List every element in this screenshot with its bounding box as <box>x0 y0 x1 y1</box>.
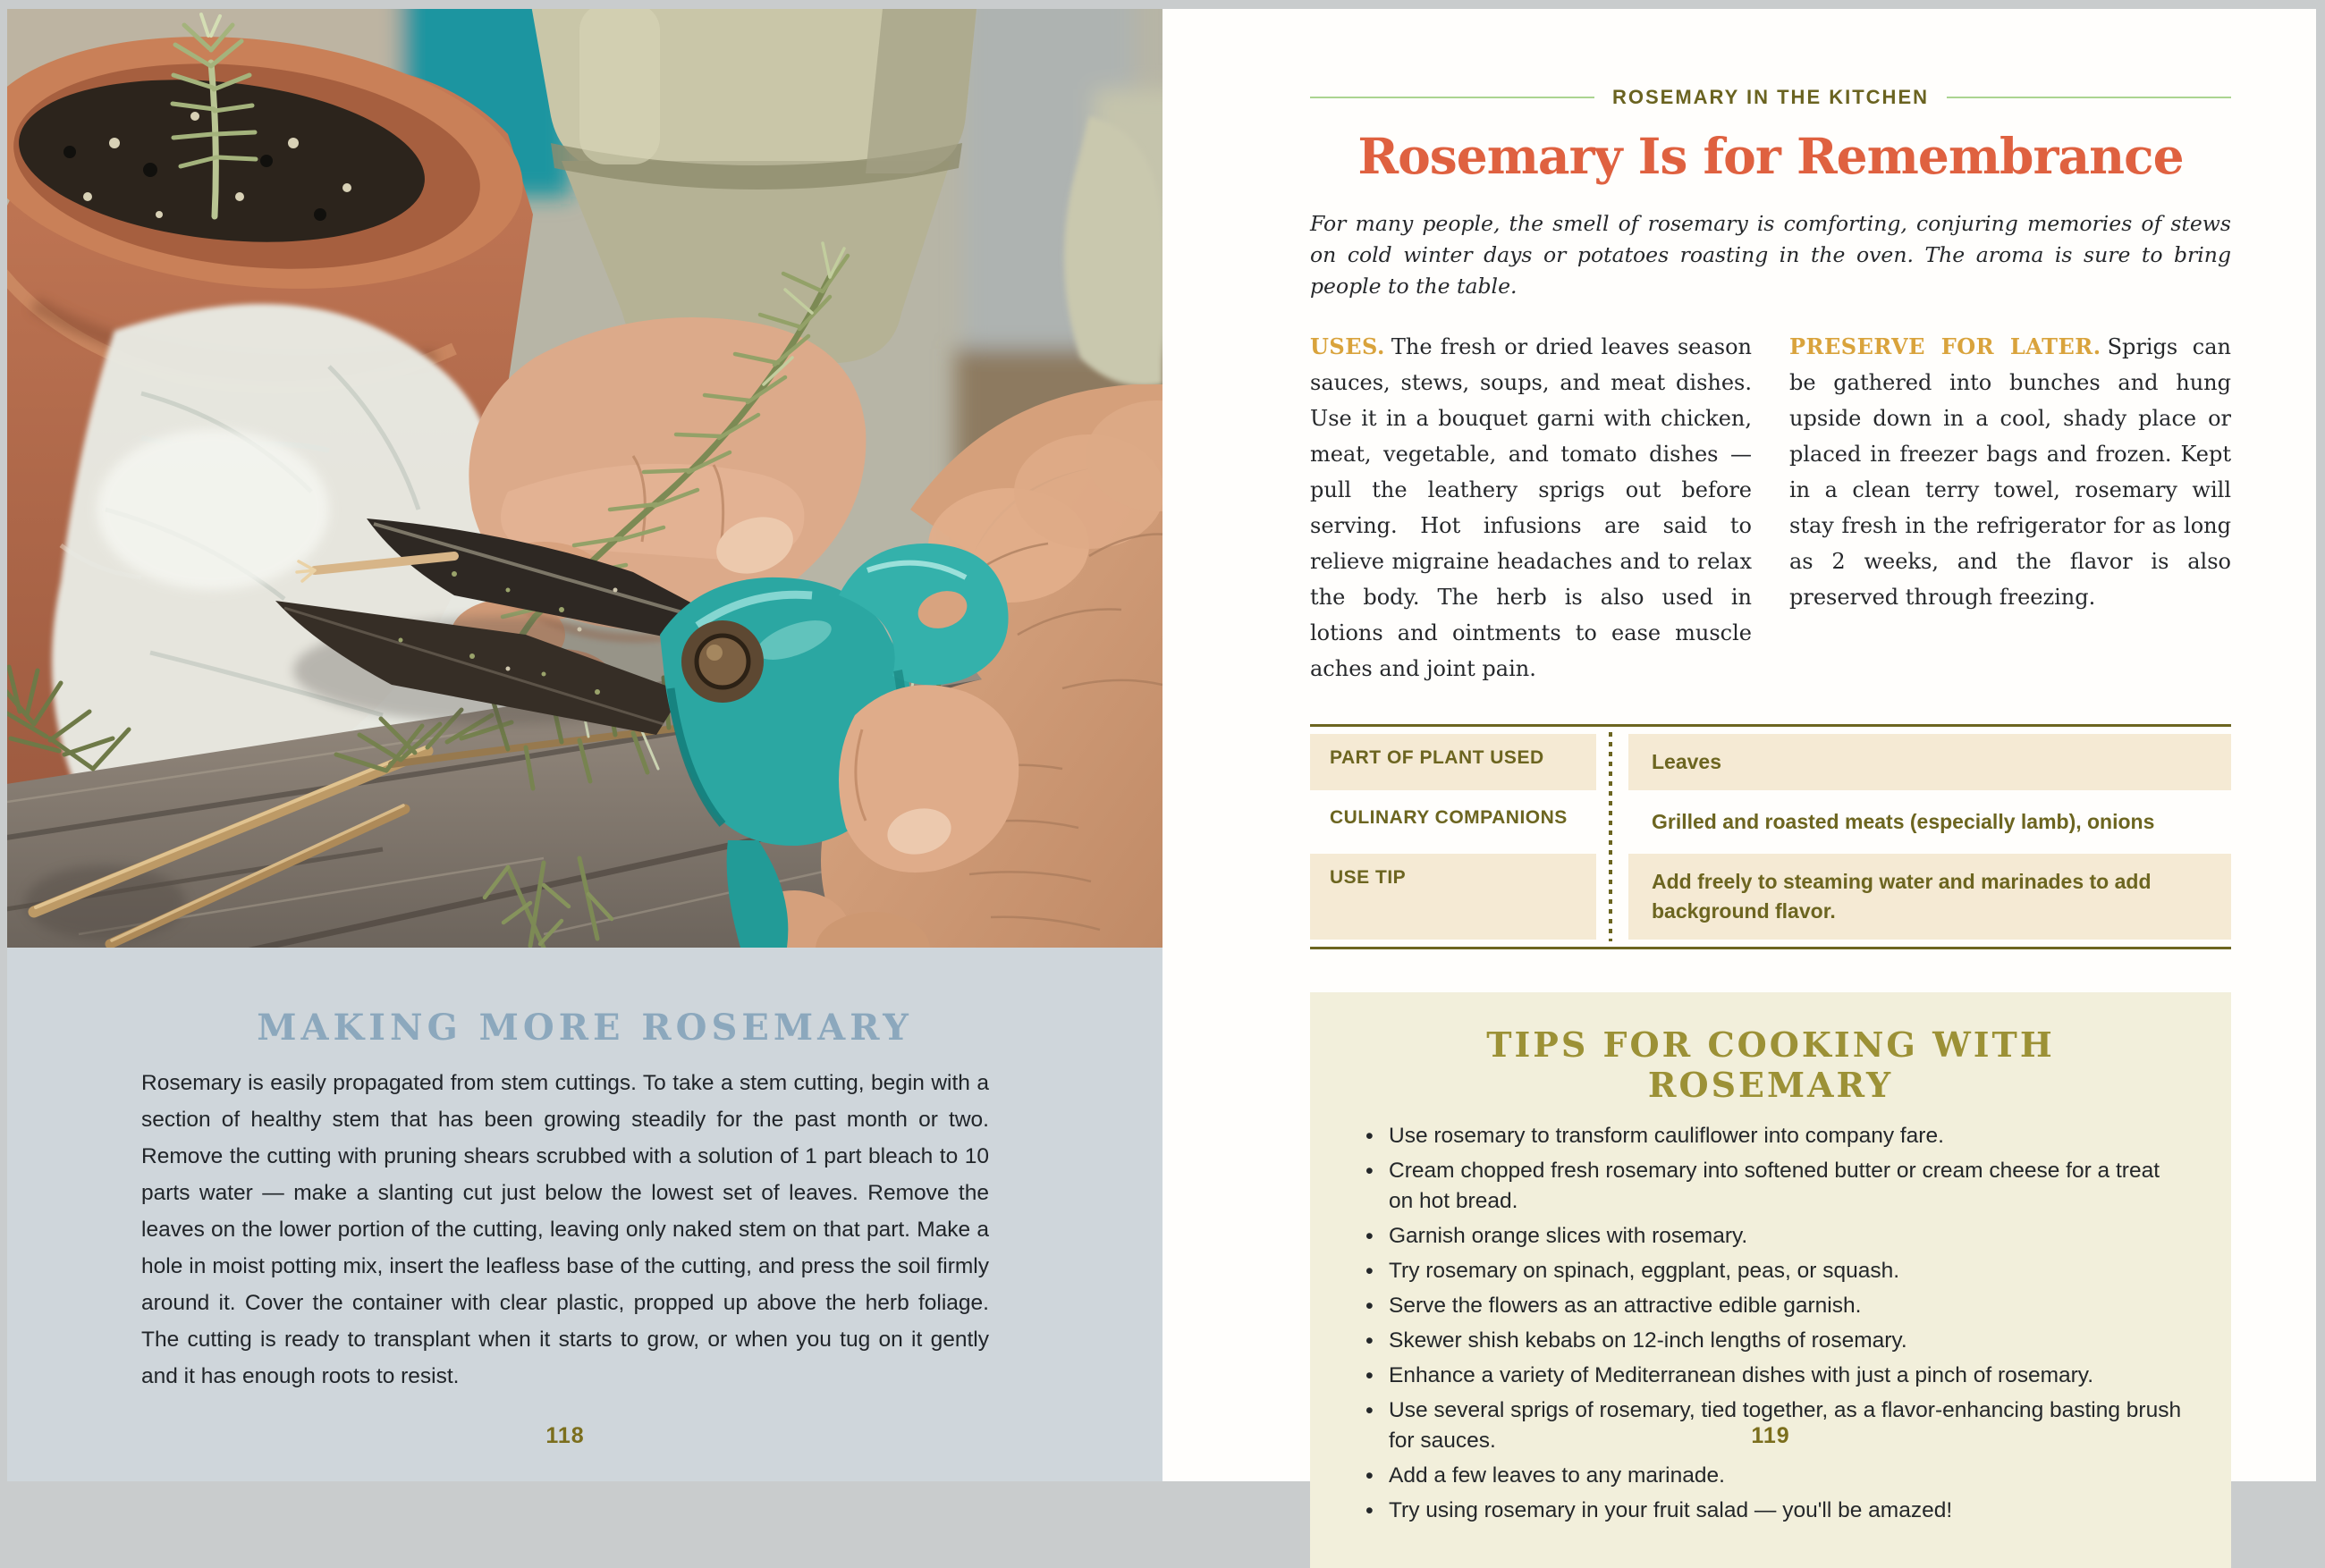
page-number-left: 118 <box>545 1423 585 1448</box>
row-label: CULINARY COMPANIONS <box>1330 807 1568 828</box>
tip-item: • Enhance a variety of Mediterranean dishes with just a pinch of rosemary. <box>1358 1361 2183 1391</box>
row-label: PART OF PLANT USED <box>1310 734 1596 790</box>
tips-title: TIPS FOR COOKING WITH ROSEMARY <box>1486 1024 2055 1105</box>
tips-box <box>1310 992 2231 1568</box>
page-number-right: 119 <box>1751 1423 1790 1448</box>
kicker-text: ROSEMARY IN THE KITCHEN <box>1611 86 1930 108</box>
info-table <box>1310 724 2231 949</box>
kicker-rule-left <box>1310 97 1594 98</box>
table-row <box>1310 734 2231 790</box>
section-body-text: Rosemary is easily propagated from stem cuttings. To take a stem cutting, begin with a section of healthy stem that has been growing steadily for the past month or two. Remove the cutting with pruning shears scrubbed with a solution of 1 part bleach to 10 parts water — make a slanting cut just below the lowest set of leaves. Remove the leaves on the lower portion of the cutting, leaving only naked stem on that part. Make a hole in moist potting mix, insert the leafless base of the cutting, and press the soil firmly around it. Cover the container with clear plastic, propped up above the herb foliage. The cutting is ready to transplant when it starts to grow, or when you tug on it gently and it has enough roots to resist. <box>141 1071 989 1388</box>
row-value: Add freely to steaming water and marinades to add background flavor. <box>1628 854 2231 940</box>
intro-paragraph: For many people, the smell of rosemary is comforting, conjuring memories of stews on cold winter days or potatoes roasting in the oven. The aroma is sure to bring people to the table. <box>1310 211 2231 299</box>
left-page <box>7 9 1162 1481</box>
tip-item: • Garnish orange slices with rosemary. <box>1358 1221 2183 1252</box>
row-gap <box>1596 734 1628 790</box>
uses-text: The fresh or dried leaves season sauces, stews, soups, and meat dishes. Use it in a bouquet garni with chicken, meat, vegetable, and tomato dishes — pull the leathery sprigs out before serving. Hot infusions are said to relieve migraine headaches and to relax the body. The herb is also used in lotions and ointments to ease muscle aches and joint pain. <box>1310 334 1752 681</box>
rosemary-cutting-photo <box>7 9 1162 948</box>
section-heading: MAKING MORE ROSEMARY <box>257 1007 913 1049</box>
uses-paragraph <box>1310 329 1752 687</box>
row-gap <box>1596 794 1628 850</box>
preserve-text: Sprigs can be gathered into bunches and hung upside down in a cool, shady place or placed in freezer bags and frozen. Kept in a clean terry towel, rosemary will stay fresh in the refrigerator for as long as 2 weeks, and the flavor is also preserved through freezing. <box>1789 334 2232 610</box>
uses-label: USES. <box>1310 333 1385 359</box>
page-title: Rosemary Is for Remembrance <box>1357 127 2184 185</box>
row-value: Grilled and roasted meats (especially lamb), onions <box>1652 810 2155 833</box>
tip-item: • Try using rosemary in your fruit salad — you'll be amazed! <box>1358 1496 2183 1526</box>
tip-item: • Skewer shish kebabs on 12-inch lengths of rosemary. <box>1358 1326 2183 1356</box>
preserve-paragraph <box>1789 329 2231 687</box>
tip-item: • Use several sprigs of rosemary, tied together, as a flavor-enhancing basting brush for sauces. <box>1358 1395 2183 1456</box>
tip-item: • Add a few leaves to any marinade. <box>1358 1461 2183 1491</box>
tip-item: • Cream chopped fresh rosemary into softened butter or cream cheese for a treat on hot bread. <box>1358 1156 2183 1217</box>
tip-item: • Use rosemary to transform cauliflower into company fare. <box>1358 1121 2183 1151</box>
tips-list <box>1358 1121 2183 1526</box>
right-page-content <box>1310 9 2231 1568</box>
kicker <box>1310 86 2231 109</box>
kicker-rule-right <box>1947 97 2231 98</box>
tip-item: • Serve the flowers as an attractive edible garnish. <box>1358 1291 2183 1321</box>
table-row <box>1310 854 2231 940</box>
row-label: USE TIP <box>1310 854 1596 940</box>
row-value: Leaves <box>1628 734 2231 790</box>
tip-item: • Try rosemary on spinach, eggplant, peas, or squash. <box>1358 1256 2183 1286</box>
row-gap <box>1596 854 1628 940</box>
table-row <box>1310 794 2231 850</box>
pivot-bolt <box>681 620 764 703</box>
preserve-label: PRESERVE FOR LATER. <box>1789 333 2101 359</box>
right-page <box>1162 9 2316 1522</box>
dotted-divider <box>1609 732 1612 941</box>
making-more-rosemary-section <box>7 948 1162 1395</box>
two-column-body <box>1310 329 2231 687</box>
